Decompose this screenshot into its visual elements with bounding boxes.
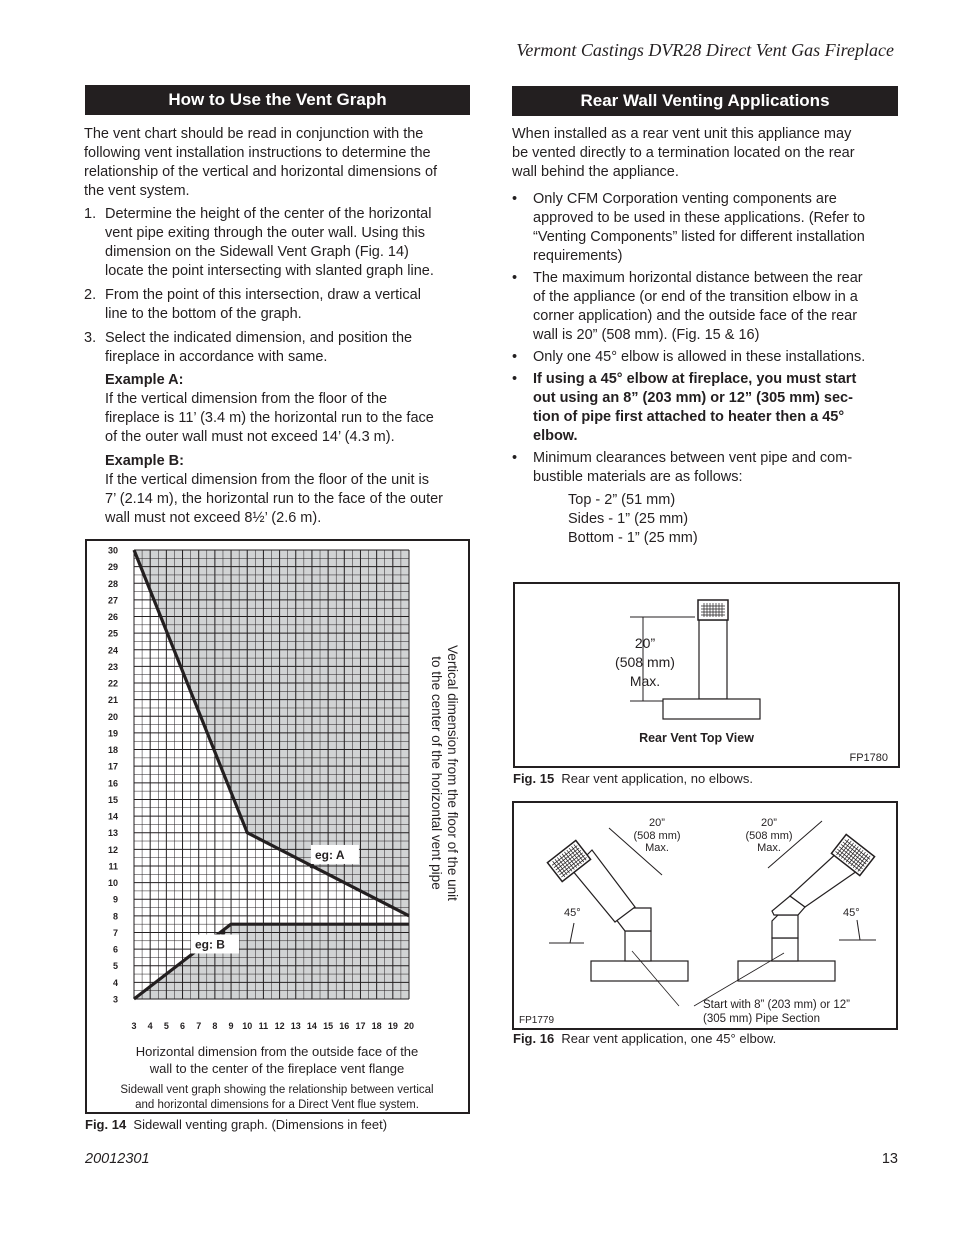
bullet-text [533, 269, 903, 345]
step-line: Determine the height of the center of the horizontal [105, 206, 432, 222]
step-text [105, 286, 475, 324]
y-tick-label: 29 [107, 562, 118, 573]
left-section-heading: How to Use the Vent Graph [85, 85, 470, 115]
step-line: fireplace in accordance with same. [105, 349, 328, 365]
x-tick-label: 19 [387, 1021, 398, 1031]
y-tick-label: 15 [107, 794, 118, 805]
y-tick-label: 14 [107, 811, 118, 822]
y-tick-label: 10 [107, 878, 118, 889]
fig16-left-dim-line: Max. [645, 842, 669, 854]
x-tick-label: 15 [323, 1021, 334, 1031]
y-tick-label: 30 [107, 545, 118, 556]
intro-line: relationship of the vertical and horizontal dimensions of [84, 164, 438, 180]
graph-note-line: and horizontal dimensions for a Direct Vent flue system. [135, 1099, 419, 1111]
bullet-line: tion of pipe first attached to heater then a 45° [533, 409, 845, 425]
bullet-dot: • [512, 349, 518, 365]
step-line: locate the point intersecting with slanted graph line. [105, 263, 434, 279]
x-tick-label: 17 [355, 1021, 366, 1031]
right-intro-line: be vented directly to a termination located on the rear [512, 145, 855, 161]
y-tick-label: 24 [107, 645, 118, 656]
fig16-note-line: (305 mm) Pipe Section [703, 1013, 820, 1025]
page-header-title: Vermont Castings DVR28 Direct Vent Gas Fireplace [516, 40, 894, 60]
right-intro-line: wall behind the appliance. [512, 164, 679, 180]
bullet-text [533, 449, 903, 487]
right-section-heading: Rear Wall Venting Applications [512, 86, 898, 116]
y-tick-label: 23 [107, 661, 118, 672]
example-a-line: of the outer wall must not exceed 14’ (4.3 m). [105, 429, 395, 445]
step-number: 1. [84, 206, 97, 222]
bullet-line: of the appliance (or end of the transition elbow in a [533, 289, 858, 305]
fig16-left-start-pipe [625, 931, 651, 961]
step-text [105, 205, 475, 281]
x-tick-label: 9 [228, 1021, 234, 1031]
fig16-left-dimension-label [622, 817, 692, 855]
example-a-title: Example A: [105, 372, 184, 388]
fig16-text: Rear vent application, one 45° elbow. [561, 1031, 777, 1046]
bullet-dot: • [512, 270, 518, 286]
fig15-code: FP1780 [849, 752, 888, 764]
bullet-line: out using an 8” (203 mm) or 12” (305 mm) sec- [533, 390, 853, 406]
bullet-line: wall is 20” (508 mm). (Fig. 15 & 16) [533, 327, 760, 343]
bullet-dot: • [512, 450, 518, 466]
intro-line: The vent chart should be read in conjunction with the [84, 126, 424, 142]
fig15-dim-line: 20” [634, 635, 656, 651]
clearance-item: Bottom - 1” (25 mm) [568, 530, 698, 546]
intro-line: the vent system. [84, 183, 190, 199]
fig14-text: Sidewall venting graph. (Dimensions in feet) [133, 1117, 388, 1132]
clearance-item: Sides - 1” (25 mm) [568, 511, 689, 527]
x-tick-label: 7 [196, 1021, 202, 1031]
y-axis-caption-line: to the center of the horizontal vent pipe [429, 656, 444, 890]
fig16-right-dim-line: 20” [761, 817, 777, 829]
document-number: 20012301 [85, 1151, 150, 1167]
y-tick-label: 28 [107, 578, 118, 589]
fig16-left-angle-arc [570, 923, 574, 943]
y-tick-label: 27 [107, 595, 118, 606]
step-line: From the point of this intersection, draw a vertical [105, 287, 421, 303]
fig16-code: FP1779 [519, 1015, 555, 1026]
bullet-line: Only CFM Corporation venting components are [533, 191, 837, 207]
fig15-dimension-label [585, 634, 705, 691]
fig15-dim-line: (508 mm) [615, 654, 675, 670]
step-number: 2. [84, 287, 97, 303]
x-tick-label: 13 [290, 1021, 301, 1031]
graph-note-line: Sidewall vent graph showing the relationship between vertical [120, 1084, 434, 1096]
y-tick-label: 26 [107, 612, 118, 623]
example-point-0 [309, 863, 314, 868]
vent-graph [87, 541, 468, 1112]
y-tick-label: 3 [112, 994, 118, 1005]
x-tick-label: 12 [274, 1021, 285, 1031]
fig16-left-fireplace [591, 961, 688, 981]
annotation-label: eg: B [194, 937, 225, 952]
fig16-right-dim-line: (508 mm) [745, 829, 793, 842]
fig16-right-lower-pipe [772, 915, 798, 938]
x-tick-label: 3 [131, 1021, 137, 1031]
fig16-left-dim-line: 20” [649, 817, 665, 829]
x-tick-label: 11 [258, 1021, 269, 1031]
y-tick-label: 5 [112, 961, 118, 972]
y-tick-label: 22 [107, 678, 118, 689]
example-b [105, 452, 475, 528]
y-tick-label: 6 [112, 944, 118, 955]
bullet-line: The maximum horizontal distance between the rear [533, 270, 863, 286]
y-tick-label: 17 [107, 761, 118, 772]
x-tick-label: 8 [212, 1021, 218, 1031]
bullet-text [533, 190, 903, 266]
clearance-list [568, 491, 698, 548]
fig16-note-line: Start with 8” (203 mm) or 12” [703, 999, 850, 1011]
bullet-dot: • [512, 371, 518, 387]
clearance-item: Top - 2” (51 mm) [568, 492, 676, 508]
left-intro [84, 125, 474, 201]
step-line: vent pipe exiting through the outer wall. Using this [105, 225, 425, 241]
step-line: Select the indicated dimension, and position the [105, 330, 413, 346]
x-tick-label: 20 [403, 1021, 415, 1031]
intro-line: following vent installation instructions to determine the [84, 145, 431, 161]
fig16-caption [513, 1031, 776, 1046]
x-axis-caption-line: Horizontal dimension from the outside face of the [135, 1044, 419, 1059]
fig15-fireplace [663, 699, 760, 719]
bullet-line: Only one 45° elbow is allowed in these installations. [533, 349, 866, 365]
x-tick-label: 18 [371, 1021, 382, 1031]
y-axis-caption-line: Vertical dimension from the floor of the unit [445, 645, 460, 901]
fig15-number: Fig. 15 [513, 771, 555, 786]
fig15-view-label: Rear Vent Top View [639, 731, 754, 745]
y-tick-label: 8 [112, 911, 118, 922]
bullet-dot: • [512, 191, 518, 207]
bullet-line: elbow. [533, 428, 578, 444]
y-tick-label: 19 [107, 728, 118, 739]
step-line: dimension on the Sidewall Vent Graph (Fig. 14) [105, 244, 409, 260]
bullet-line: corner application) and the outside face of the rear [533, 308, 858, 324]
y-tick-label: 20 [107, 711, 118, 722]
step-number: 3. [84, 330, 97, 346]
bullet-line: approved to be used in these applications. (Refer to [533, 210, 866, 226]
example-point-1 [220, 930, 225, 935]
y-tick-label: 12 [107, 844, 118, 855]
example-b-line: wall must not exceed 8½’ (2.6 m). [105, 510, 322, 526]
x-tick-label: 4 [147, 1021, 153, 1031]
bullet-line: requirements) [533, 248, 623, 264]
fig16-right-dimension-label [734, 817, 804, 855]
x-tick-label: 5 [163, 1021, 169, 1031]
step-line: line to the bottom of the graph. [105, 306, 302, 322]
y-tick-label: 25 [107, 628, 118, 639]
y-tick-label: 21 [107, 695, 118, 706]
fig14-number: Fig. 14 [85, 1117, 127, 1132]
bullet-text [533, 348, 903, 367]
fig15-caption [513, 771, 753, 786]
x-tick-label: 6 [180, 1021, 186, 1031]
bullet-line: If using a 45° elbow at fireplace, you must start [533, 371, 857, 387]
y-tick-label: 11 [108, 861, 118, 872]
fig15-text: Rear vent application, no elbows. [561, 771, 753, 786]
y-tick-label: 16 [107, 778, 118, 789]
fig16-left-dim-line: (508 mm) [633, 829, 681, 842]
fig16-box [512, 801, 898, 1030]
fig16-number: Fig. 16 [513, 1031, 555, 1046]
y-tick-label: 18 [107, 745, 118, 756]
fig14-caption [85, 1117, 387, 1132]
example-b-title: Example B: [105, 453, 184, 469]
fig16-right-angle-arc [857, 920, 860, 940]
x-axis-caption-line: wall to the center of the fireplace vent flange [149, 1061, 405, 1076]
example-a [105, 371, 475, 447]
vent-graph-box [85, 539, 470, 1114]
example-b-line: If the vertical dimension from the floor of the unit is [105, 472, 429, 488]
right-intro [512, 125, 902, 182]
annotation-label: eg: A [314, 847, 345, 862]
x-tick-label: 10 [242, 1021, 253, 1031]
x-tick-label: 14 [306, 1021, 317, 1031]
fig15-dim-line: Max. [629, 673, 661, 689]
y-tick-label: 9 [112, 894, 118, 905]
right-intro-line: When installed as a rear vent unit this appliance may [512, 126, 852, 142]
y-tick-label: 4 [112, 977, 118, 988]
fig16-right-fireplace [738, 961, 835, 981]
page-number: 13 [881, 1151, 898, 1167]
y-tick-label: 7 [112, 927, 118, 938]
fig16-pipe-note [703, 998, 850, 1026]
y-tick-label: 13 [107, 828, 118, 839]
step-text [105, 329, 475, 367]
example-a-line: fireplace is 11’ (3.4 m) the horizontal run to the face [105, 410, 434, 426]
fig16-angle-left: 45° [564, 907, 581, 919]
x-tick-label: 16 [339, 1021, 350, 1031]
bullet-line: “Venting Components” listed for different installation [533, 229, 865, 245]
bullet-line: Minimum clearances between vent pipe and com- [533, 450, 853, 466]
example-a-line: If the vertical dimension from the floor of the [105, 391, 388, 407]
fig16-right-dim-line: Max. [757, 842, 781, 854]
fig15-box [513, 582, 900, 768]
example-b-line: 7’ (2.14 m), the horizontal run to the face of the outer [105, 491, 443, 507]
bullet-line: bustible materials are as follows: [533, 469, 743, 485]
bullet-text [533, 370, 903, 446]
fig16-angle-right: 45° [843, 907, 860, 919]
